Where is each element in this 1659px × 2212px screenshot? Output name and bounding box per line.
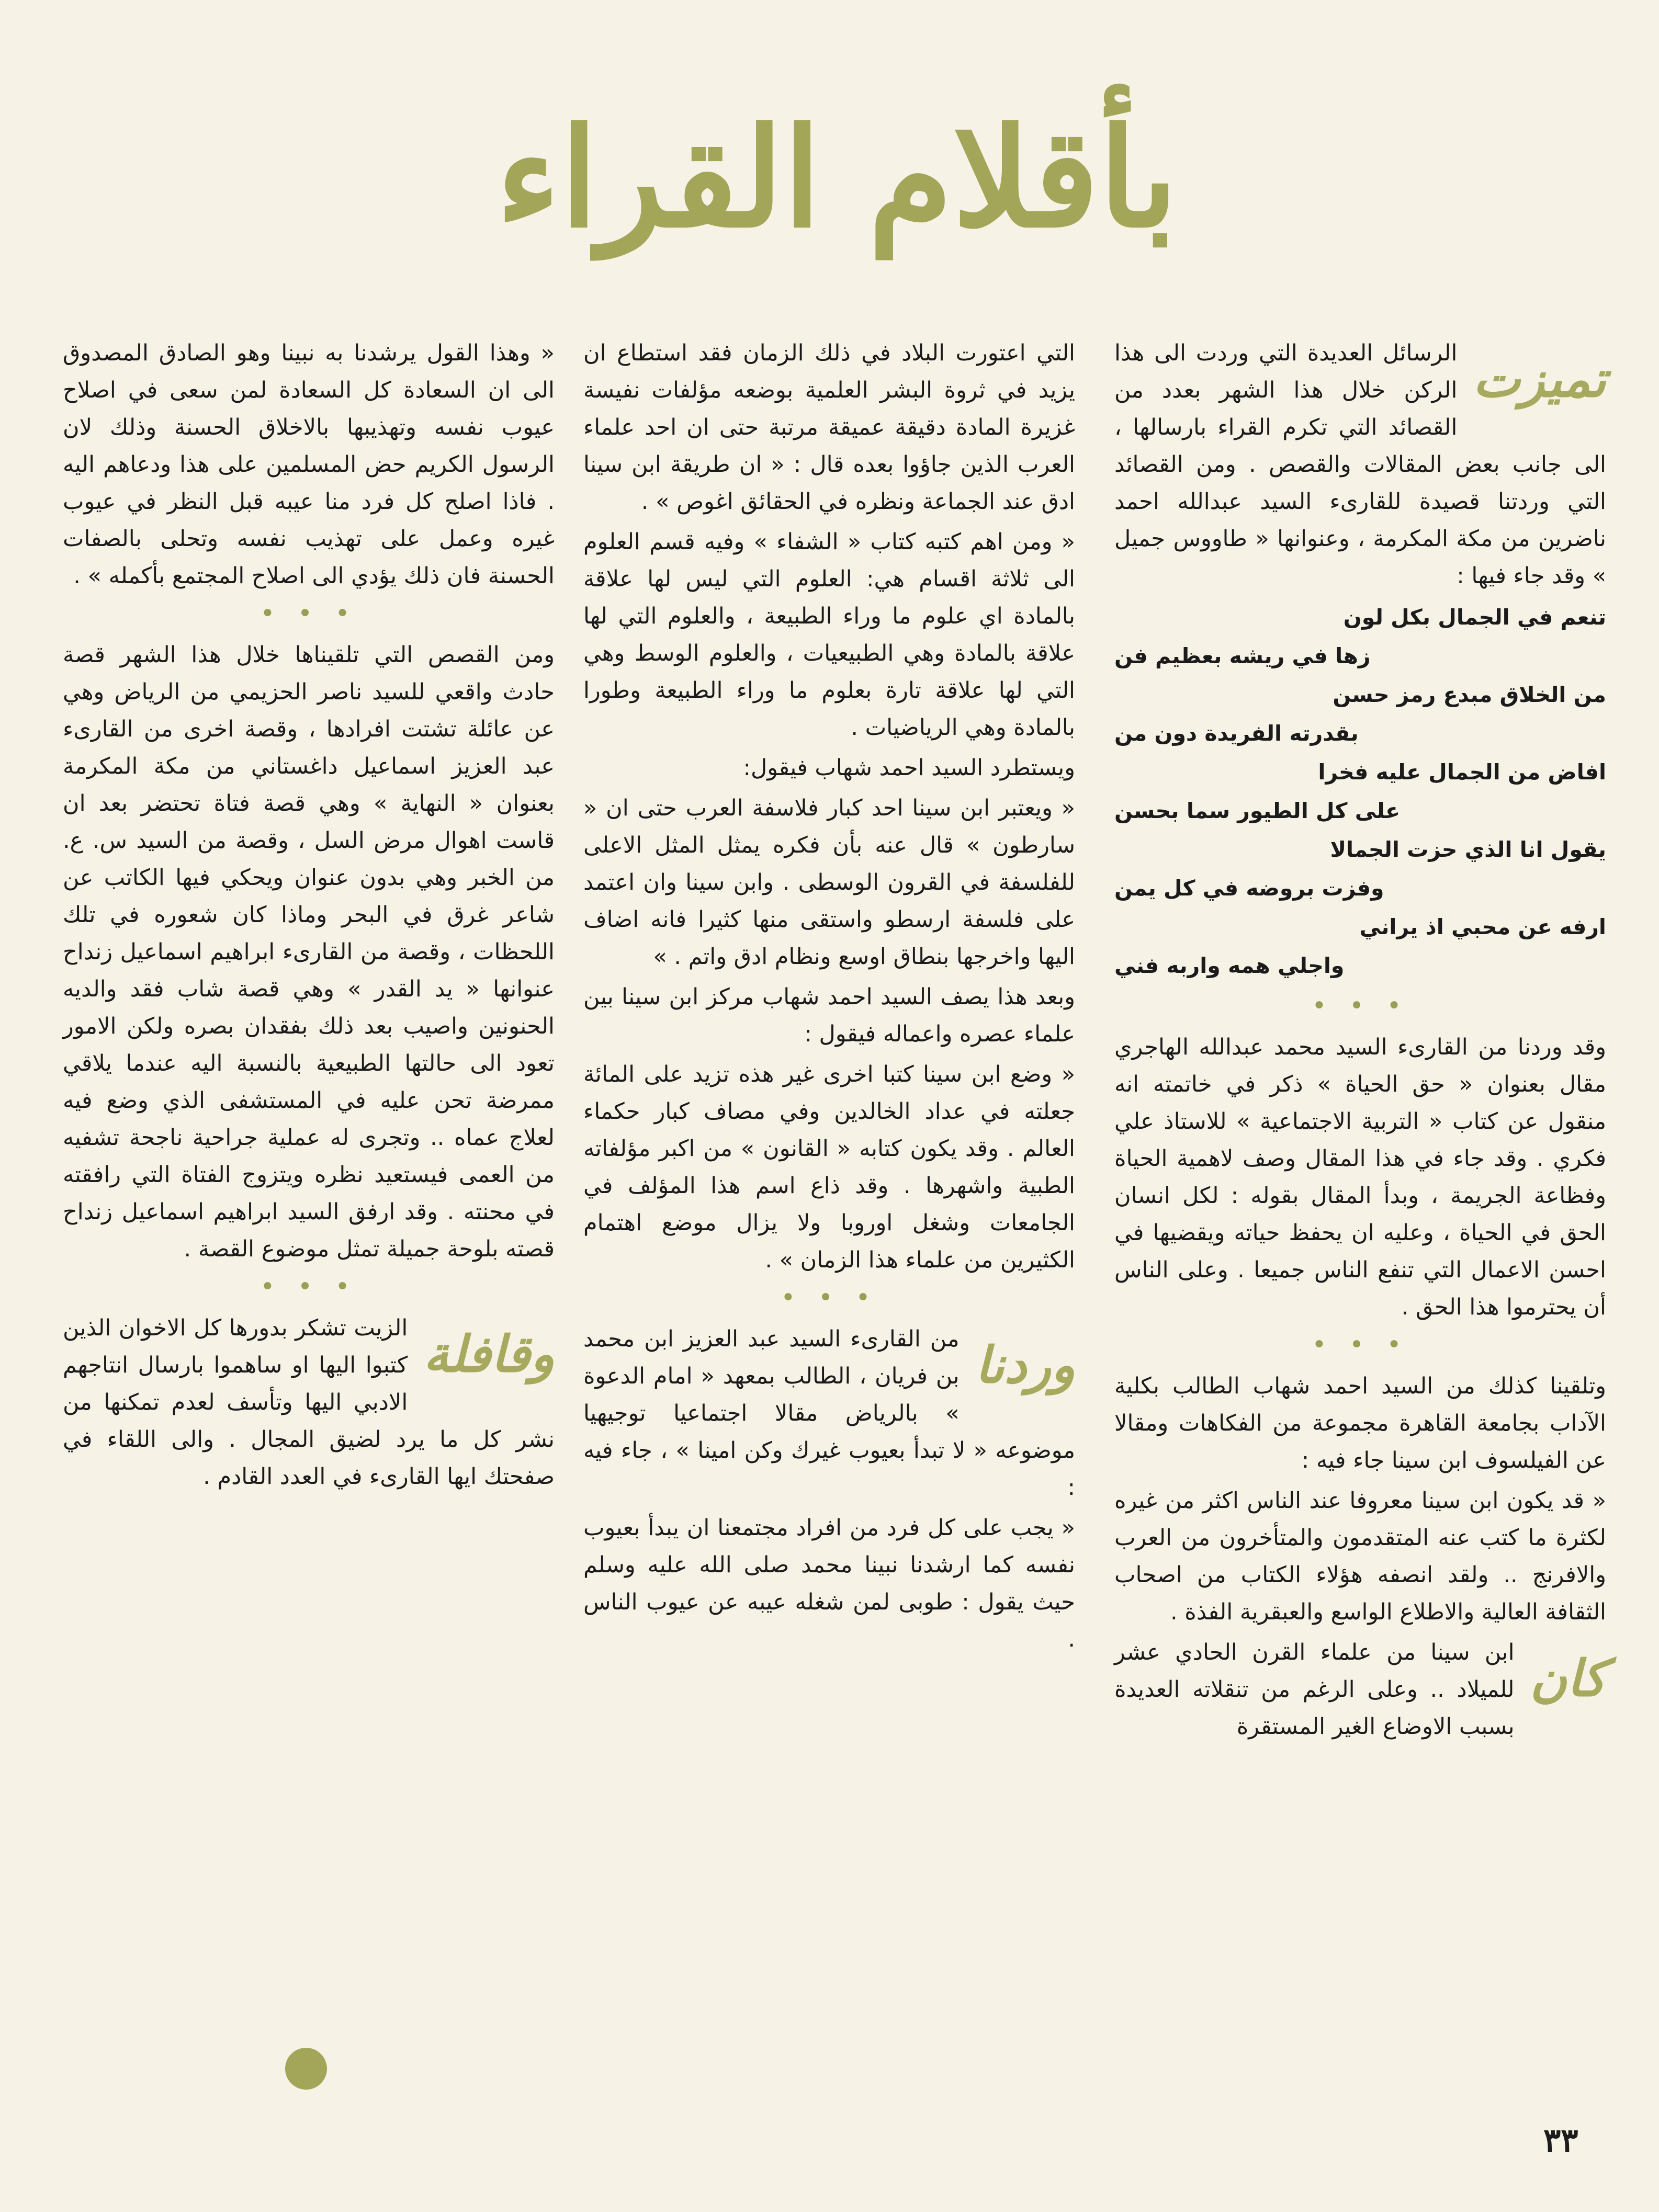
page-number: ٣٣ [1543,2121,1578,2159]
article-paragraph: ابن سينا من علماء القرن الحادي عشر للميلاد .. وعلى الرغم من تنقلاته العديدة بسبب الاوضاع الغير المستقرة [1114,1639,1515,1740]
section-separator: • • • [1312,991,1409,1020]
verse-line: على كل الطيور سما بحسن [1114,798,1400,823]
article-paragraph: وبعد هذا يصف السيد احمد شهاب مركز ابن سينا بين علماء عصره واعماله فيقول : [583,984,1075,1047]
closing-paragraph: الزيت تشكر بدورها كل الاخوان الذين كتبوا اليها او ساهموا بارسال انتاجهم الادبي اليها وتأسف لعدم تمكنها من نشر كل ما يرد لضيق المجال . والى اللقاء في صفحتك ايها القارىء في العدد القادم . [63,1315,555,1490]
verse-line: من الخلاق مبدع رمز حسن [1333,682,1606,707]
article-paragraph: ويستطرد السيد احمد شهاب فيقول: [743,755,1075,781]
article-paragraph: « وضع ابن سينا كتبا اخرى غير هذه تزيد على المائة جعلته في عداد الخالدين وفي مصاف كبار حكماء العالم . وقد يكون كتابه « القانون » من اكبر مؤلفاته الطبية واشهرها . وقد ذاع اسم هذا المؤلف في الجامعات وشغل اوروبا ولا يزال موضع اهتمام الكثيرين من علماء هذا الزمان » . [583,1061,1075,1273]
verse-line: واجلي همه واربه فني [1114,953,1345,978]
article-paragraph: « ومن اهم كتبه كتاب « الشفاء » وفيه قسم العلوم الى ثلاثة اقسام هي: العلوم التي ليس لها علاقة بالمادة اي علوم ما وراء الطبيعة ، والعلوم التي لها علاقة بالمادة وهي الطبيعيات ، والعلوم الوسط وهي التي لها علاقة تارة بعلوم ما وراء الطبيعة وطورا بالمادة وهي الرياضيات . [583,529,1075,741]
intro-paragraph: الرسائل العديدة التي وردت الى هذا الركن خلال هذا الشهر بعدد من القصائد التي تكرم القراء بارسالها ، الى جانب بعض المقالات والقصص . ومن القصائد التي وردتنا قصيدة للقارىء السيد عبدالله احمد ناضرين من مكة المكرمة ، وعنوانها « طاووس جميل » وقد جاء فيها : [1114,340,1606,589]
lead-word-tamayazat: تميزت [1473,349,1606,409]
article-paragraph: « وهذا القول يرشدنا به نبينا وهو الصادق المصدوق الى ان السعادة كل السعادة لمن سعى في اصلاح عيوب نفسه وتهذيبها بالاخلاق الحسنة وذلك لان الرسول الكريم حض المسلمين على هذا ودعاهم اليه . فاذا اصلح كل فرد منا عيبه قبل النظر في عيوب غيره وعمل على تهذيب نفسه وتحلى بالصفات الحسنة فان ذلك يؤدي الى اصلاح المجتمع بأكمله » . [63,340,555,589]
end-mark-dot [285,2048,327,2090]
article-paragraph: التي اعتورت البلاد في ذلك الزمان فقد استطاع ان يزيد في ثروة البشر العلمية بوضعه مؤلفات نفيسة غزيرة المادة دقيقة عميقة مرتبة حتى ان احد علماء العرب الذين جاؤوا بعده قال : « ان طريقة ابن سينا ادق عند الجماعة ونظره في الحقائق اغوص » . [583,340,1075,515]
section-separator: • • • [260,599,357,628]
section-separator: • • • [781,1283,878,1312]
article-paragraph: « ويعتبر ابن سينا احد كبار فلاسفة العرب حتى ان « سارطون » قال عنه بأن فكره يمثل المثل الاعلى للفلسفة في القرون الوسطى . وابن سينا وان اعتمد على فلسفة ارسطو واستقى منها كثيرا فانه اضاف اليها واخرجها بنطاق اوسع ونظام ادق واتم . » [583,795,1075,970]
article-paragraph: ومن القصص التي تلقيناها خلال هذا الشهر قصة حادث واقعي للسيد ناصر الحزيمي من الرياض وهي عن عائلة تشتت افرادها ، وقصة اخرى من القارىء عبد العزيز اسماعيل داغستاني من مكة المكرمة بعنوان « النهاية » وهي قصة فتاة تحتضر بعد ان قاست اهوال مرض السل ، وقصة من السيد س. ع. من الخبر وهي بدون عنوان ويحكي فيها الكاتب عن شاعر غرق في البحر وماذا كان شعوره في تلك اللحظات ، وقصة من القارىء ابراهيم اسماعيل زنداح عنوانها « يد القدر » وهي قصة شاب فقد والديه الحنونين واصيب بعد ذلك بفقدان بصره ولكن الامور تعود الى حالتها الطبيعية بالنسبة اليه عندما يلاقي ممرضة تحن عليه في المستشفى الذي وضع فيه لعلاج عماه .. وتجرى له عملية جراحية ناجحة تشفيه من العمى فيستعيد نظره ويتزوج الفتاة التي رافقته في محنته . وقد ارفق السيد ابراهيم اسماعيل زنداح قصته بلوحة جميلة تمثل موضوع القصة . [63,642,555,1262]
left-column [63,335,555,1499]
middle-column [583,335,1075,1661]
page-title: بأقلام القراء [496,98,1178,258]
lead-word-waqafila: وقافلة [423,1324,555,1383]
verse-line: افاض من الجمال عليه فخرا [1318,759,1606,785]
lead-word-kana: كان [1530,1649,1606,1708]
verse-line: وفزت بروضه في كل يمن [1114,876,1384,901]
verse-line: تنعم في الجمال بكل لون [1343,605,1606,630]
section-separator: • • • [1312,1330,1409,1359]
right-column [1114,335,1606,1749]
quote-paragraph: « قد يكون ابن سينا معروفا عند الناس اكثر من غيره لكثرة ما كتب عنه المتقدمون والمتأخرون من العرب والافرنج .. ولقد انصفه هؤلاء الكتاب من اصحاب الثقافة العالية والاطلاع الواسع والعبقرية الفذة . [1114,1488,1606,1625]
article-paragraph: وتلقينا كذلك من السيد احمد شهاب الطالب بكلية الآداب بجامعة القاهرة مجموعة من الفكاهات ومقالا عن الفيلسوف ابن سينا جاء فيه : [1114,1373,1606,1473]
verse-line: ارفه عن محبي اذ يراني [1359,914,1606,939]
lead-word-waradana: وردنا [975,1335,1075,1394]
quote-paragraph: « يجب على كل فرد من افراد مجتمعنا ان يبدأ بعيوب نفسه كما ارشدنا نبينا محمد صلى الله عليه وسلم حيث يقول : طوبى لمن شغله عيبه عن عيوب الناس . [583,1515,1075,1652]
poem-verses [1114,598,1606,985]
article-paragraph: وقد وردنا من القارىء السيد محمد عبدالله الهاجري مقال بعنوان « حق الحياة » ذكر في خاتمته انه منقول عن كتاب « التربية الاجتماعية » للاستاذ علي فكري . وقد جاء في هذا المقال وصف لاهمية الحياة وفظاعة الجريمة ، وبدأ المقال بقوله : لكل انسان الحق في الحياة ، وعليه ان يحفظ حياته ويقضيها في احسن الاعمال التي تنفع الناس جميعا . وعلى الناس أن يحترموا هذا الحق . [1114,1034,1606,1320]
verse-line: بقدرته الفريدة دون من [1114,721,1359,746]
article-paragraph: من القارىء السيد عبد العزيز ابن محمد بن فريان ، الطالب بمعهد « امام الدعوة » بالرياض مقالا اجتماعيا توجيهيا موضوعه « لا تبدأ بعيوب غيرك وكن امينا » ، جاء فيه : [583,1326,1075,1501]
verse-line: زها في ريشه بعظيم فن [1114,643,1371,668]
section-separator: • • • [260,1272,357,1301]
verse-line: يقول انا الذي حزت الجمالا [1330,837,1606,862]
